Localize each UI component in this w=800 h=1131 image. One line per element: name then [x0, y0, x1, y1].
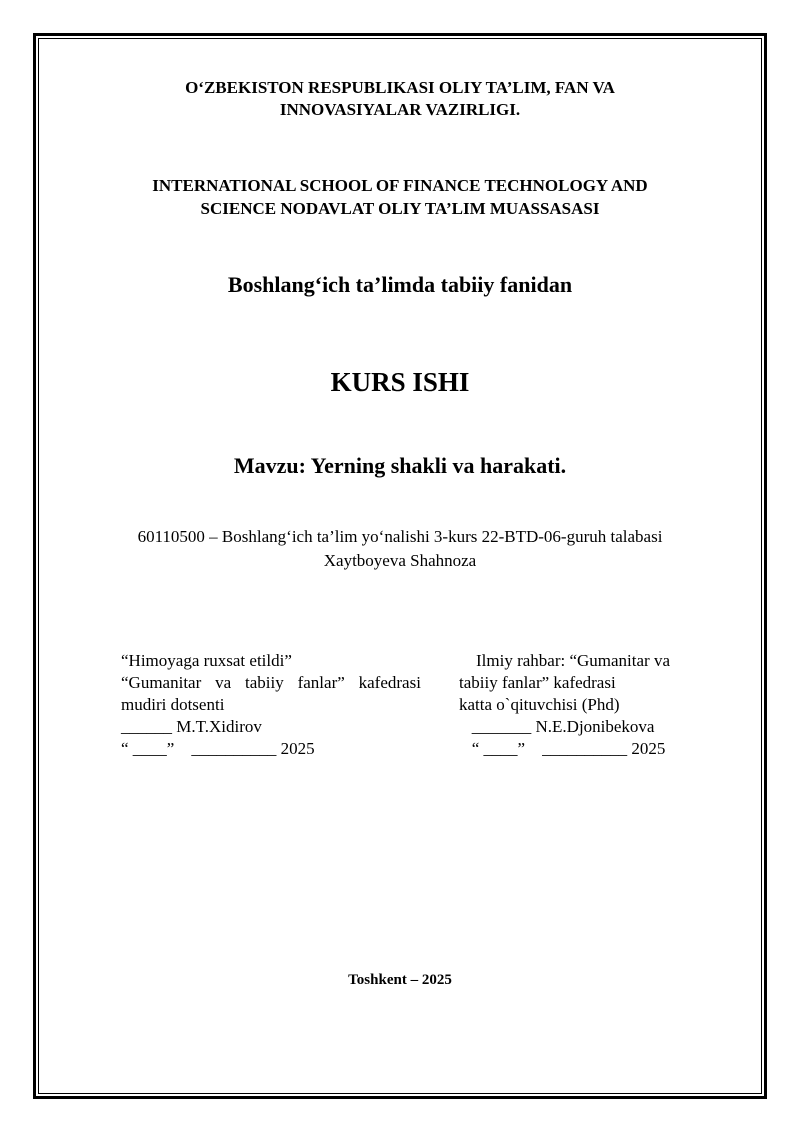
approval-word: va: [215, 673, 232, 692]
supervisor-block: [459, 650, 699, 760]
supervisor-signature-line: _______ N.E.Djonibekova: [459, 717, 655, 736]
approval-word: “Gumanitar: [121, 673, 202, 692]
ministry-line-2: INNOVASIYALAR VAZIRLIGI.: [279, 100, 521, 119]
topic-heading: Mavzu: Yerning shakli va harakati.: [233, 453, 567, 478]
approval-signature-line: ______ M.T.Xidirov: [121, 717, 262, 736]
subject-heading: Boshlang‘ich ta’limda tabiiy fanidan: [227, 272, 573, 297]
ministry-heading: [40, 77, 760, 121]
approval-line-3: mudiri dotsenti: [121, 695, 225, 714]
approval-line-2: [121, 672, 421, 694]
approval-block: [121, 650, 421, 760]
supervisor-line-2: tabiiy fanlar” kafedrasi: [459, 673, 616, 692]
school-line-1: INTERNATIONAL SCHOOL OF FINANCE TECHNOLOGY AND: [152, 176, 648, 195]
student-info: [40, 525, 760, 573]
supervisor-line-3: katta o`qituvchisi (Phd): [459, 695, 620, 714]
approval-word: kafedrasi: [358, 673, 421, 692]
school-heading: [40, 174, 760, 220]
ministry-line-1: O‘ZBEKISTON RESPUBLIKASI OLIY TA’LIM, FAN VA: [185, 78, 615, 97]
approval-date-line: “ ____” __________ 2025: [121, 739, 315, 758]
place-year-footer: Toshkent – 2025: [348, 972, 452, 988]
school-line-2: SCIENCE NODAVLAT OLIY TA’LIM MUASSASASI: [200, 199, 600, 218]
approval-line-1: “Himoyaga ruxsat etildi”: [121, 651, 292, 670]
student-name: Xaytboyeva Shahnoza: [323, 551, 477, 570]
student-program-line: 60110500 – Boshlang‘ich ta’lim yo‘nalishi 3-kurs 22-BTD-06-guruh talabasi: [137, 527, 663, 546]
supervisor-line-1: Ilmiy rahbar: “Gumanitar va: [459, 651, 671, 670]
approval-word: tabiiy: [245, 673, 284, 692]
document-title: KURS ISHI: [330, 367, 470, 397]
approval-word: fanlar”: [297, 673, 345, 692]
supervisor-date-line: “ ____” __________ 2025: [459, 739, 666, 758]
